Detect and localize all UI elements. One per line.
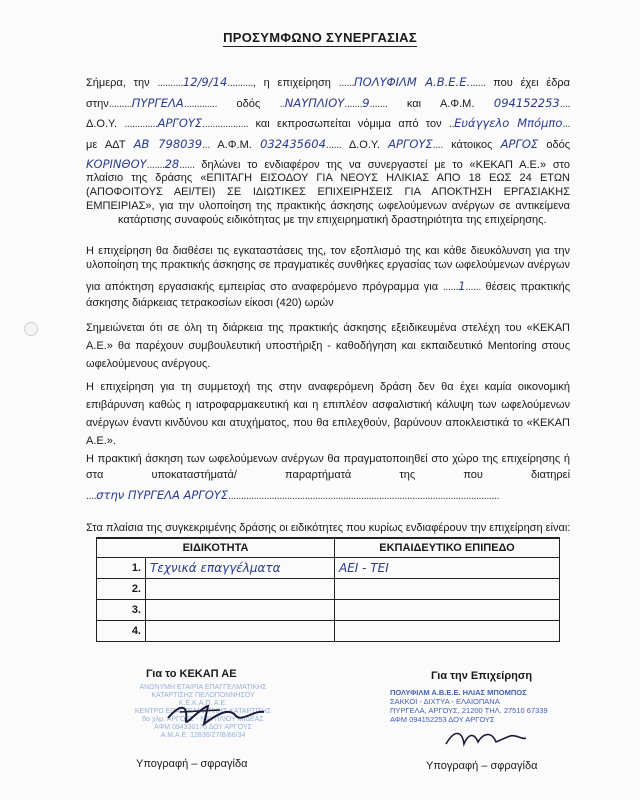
p2-line-3: για απόκτηση εργασιακής εμπειρίας στο αναφερόμενο πρόγραμμα για ......1...... θέσεις πρακτικής xyxy=(86,279,571,293)
p4-line-4: Α.Ε.». xyxy=(86,435,116,447)
table-row xyxy=(97,621,560,642)
intro-line-5: ΚΟΡΙΝΘΟΥ.......28...... δηλώνει το ενδιαφέρον της να συνεργαστεί με το «ΚΕΚΑΠ Α.Ε.» στο xyxy=(86,157,570,171)
table-intro: Στα πλαίσια της συγκεκριμένης δράσης οι ειδικότητες που κυρίως ενδιαφέρουν την επιχείρηση είναι: xyxy=(86,522,571,534)
level-cell: ΑΕΙ - ΤΕΙ xyxy=(335,558,560,579)
header-specialty: ΕΙΔΙΚΟΤΗΤΑ xyxy=(97,538,335,558)
row-number: 4. xyxy=(97,621,146,642)
row-number: 2. xyxy=(97,579,146,600)
table-row xyxy=(97,558,560,579)
intro-line-9: κατάρτισης συναφούς ειδικότητας με την επιχειρηματική δραστηριότητα της επιχείρησης. xyxy=(118,214,547,226)
table-row xyxy=(97,579,560,600)
p5-line-2: στα υποκαταστήματά/ παραρτήματά της που διατηρεί xyxy=(86,469,571,481)
level-cell xyxy=(335,621,560,642)
company-name: ΠΟΛΥΦΙΛΜ Α.Β.Ε.Ε. xyxy=(354,75,471,89)
specialty-cell xyxy=(146,621,335,642)
header-education-level: ΕΚΠΑΙΔΕΥΤΙΚΟ ΕΠΙΠΕΔΟ xyxy=(335,538,560,558)
right-signature-title: Για την Επιχείρηση xyxy=(431,670,533,682)
level-cell xyxy=(335,579,560,600)
p2-line-4: άσκησης διάρκειας τετρακοσίων είκοσι (420) ωρών xyxy=(86,297,334,309)
p4-line-1: Η επιχείρηση για τη συμμετοχή της στην αναφερόμενη δράση δεν θα έχει καμία οικονομική xyxy=(86,381,570,393)
left-signature-title: Για το ΚΕΚΑΠ ΑΕ xyxy=(146,668,237,680)
specialty-cell: Τεχνικά επαγγέλματα xyxy=(146,558,335,579)
branches-value: στην ΠΥΡΓΕΛΑ ΑΡΓΟΥΣ xyxy=(96,488,229,502)
specialty-table xyxy=(96,537,560,642)
row-number: 1. xyxy=(97,558,146,579)
table-header-row xyxy=(97,538,560,558)
document-title: ΠΡΟΣΥΜΦΩΝΟ ΣΥΝΕΡΓΑΣΙΑΣ xyxy=(223,30,417,45)
company-stamp: ΠΟΛΥΦΙΛΜ Α.Β.Ε.Ε. ΗΛΙΑΣ ΜΠΟΜΠΟΣ ΣΑΚΚΟΙ - ΔΙΧΤΥΑ - ΕΛΑΙΟΠΑΝΑ ΠΥΡΓΕΛΑ, ΑΡΓΟΥΣ, 21200 ΤΗΛ. 27510 67339 ΑΦΜ 094152253 ΔΟΥ ΑΡΓΟΥΣ xyxy=(390,688,548,724)
level-cell xyxy=(335,600,560,621)
intro-line-6: πλαίσιο της δράσης «ΕΠΙΤΑΓΗ ΕΙΣΟΔΟΥ ΓΙΑ ΝΕΟΥΣ ΗΛΙΚΙΑΣ ΑΠΟ 18 ΕΩΣ 24 ΕΤΩΝ xyxy=(86,172,570,184)
intro-line-7: (ΑΠΟΦΟΙΤΟΥΣ ΑΕΙ/ΤΕΙ) ΣΕ ΙΔΙΩΤΙΚΕΣ ΕΠΙΧΕΙΡΗΣΕΙΣ ΓΙΑ ΑΠΟΚΤΗΣΗ ΕΡΓΑΣΙΑΚΗΣ xyxy=(86,186,570,198)
punch-hole xyxy=(24,322,38,336)
p2-line-1: Η επιχείρηση θα διαθέσει τις εγκαταστάσεις της, τον εξοπλισμό της και κάθε διευκόλυνση για την xyxy=(86,245,570,257)
p3-line-1: Σημειώνεται ότι σε όλη τη διάρκεια της πρακτικής άσκησης εξειδικευμένα στελέχη του «ΚΕΚΑΠ xyxy=(86,322,570,334)
p4-line-3: ανέργων έναντι κινδύνου και ατυχήματος, που θα επιλεχθούν, βαρύνουν αποκλειστικά το «ΚΕΚΑΠ xyxy=(86,417,570,429)
intro-line-1: Σήμερα, την ..........12/9/14.........., η επιχείρηση ......ΠΟΛΥΦΙΛΜ Α.Β.Ε.Ε....... που έχει έδρα xyxy=(86,75,571,89)
kekap-signature xyxy=(160,698,270,730)
kekap-stamp: ΑΝΩΝΥΜΗ ΕΤΑΙΡΙΑ ΕΠΑΓΓΕΛΜΑΤΙΚΗΣ ΚΑΤΑΡΤΙΣΗΣ ΠΕΛΟΠΟΝΝΗΣΟΥ Κ.Ε.Κ.Α.Π. Α.Ε. ΚΕΝΤΡΟ ΕΠΑΓΓΕΛΜΑΤΙΚΗΣ ΚΑΤΑΡΤΙΣΗΣ 6ο χλμ. ΑΡΓΟΥΣ - ΝΑΥΠΛΙΟΥ ΜΙΔΕΑΣ ΑΦΜ 094330176 ΔΟΥ ΑΡΓΟΥΣ Α.Μ.Α.Ε. 12836/27/Β/86/34 xyxy=(134,684,272,739)
row-number: 3. xyxy=(97,600,146,621)
table-row xyxy=(97,600,560,621)
specialty-cell xyxy=(146,579,335,600)
right-signature-label: Υπογραφή – σφραγίδα xyxy=(426,760,538,772)
intro-line-4: με ΑΔΤ ΑΒ 798039... Α.Φ.Μ. 032435604...... Δ.Ο.Υ. ΑΡΓΟΥΣ.... κάτοικος ΑΡΓΟΣ οδός xyxy=(86,137,571,151)
date-value: 12/9/14 xyxy=(182,75,228,89)
intro-line-3: Δ.Ο.Υ. .............ΑΡΓΟΥΣ.................. και εκπροσωπείται νόμιμα από τον ..Ευάγγελο Μπόμπο... xyxy=(86,116,571,130)
intro-line-2: στην.........ΠΥΡΓΕΛΑ............. οδός ..ΝΑΥΠΛΙΟΥ.......9....... και Α.Φ.Μ. 094152253.... xyxy=(86,96,570,110)
p4-line-2: επιβάρυνση καθώς η ιατροφαρμακευτική και η επιπλέον ασφαλιστική κάλυψη των ωφελούμενων xyxy=(86,399,570,411)
p3-line-2: Α.Ε.» θα παρέχουν συμβουλευτική υποστήριξη - καθοδήγηση και εκπαιδευτικό Mentoring στους xyxy=(86,340,570,352)
p2-line-2: υλοποίηση της πρακτικής άσκησης σε πραγματικές συνθήκες εργασίας των ωφελούμενων ανέργων xyxy=(86,259,570,271)
p5-line-3: ....στην ΠΥΡΓΕΛΑ ΑΡΓΟΥΣ.......................................................................................................... xyxy=(86,488,499,502)
positions-count: 1 xyxy=(458,279,466,293)
p5-line-1: Η πρακτική άσκηση των ωφελούμενων ανέργων θα πραγματοποιηθεί στο χώρο της επιχείρησης ή xyxy=(86,453,570,465)
intro-line-8: ΕΜΠΕΙΡΙΑΣ», για την υλοποίηση της πρακτικής άσκησης ωφελούμενων ανέργων σε αντικείμενα xyxy=(86,200,570,212)
company-signature xyxy=(440,726,530,752)
left-signature-label: Υπογραφή – σφραγίδα xyxy=(136,758,248,770)
p3-line-3: ωφελούμενους ανέργους. xyxy=(86,358,211,370)
specialty-cell xyxy=(146,600,335,621)
